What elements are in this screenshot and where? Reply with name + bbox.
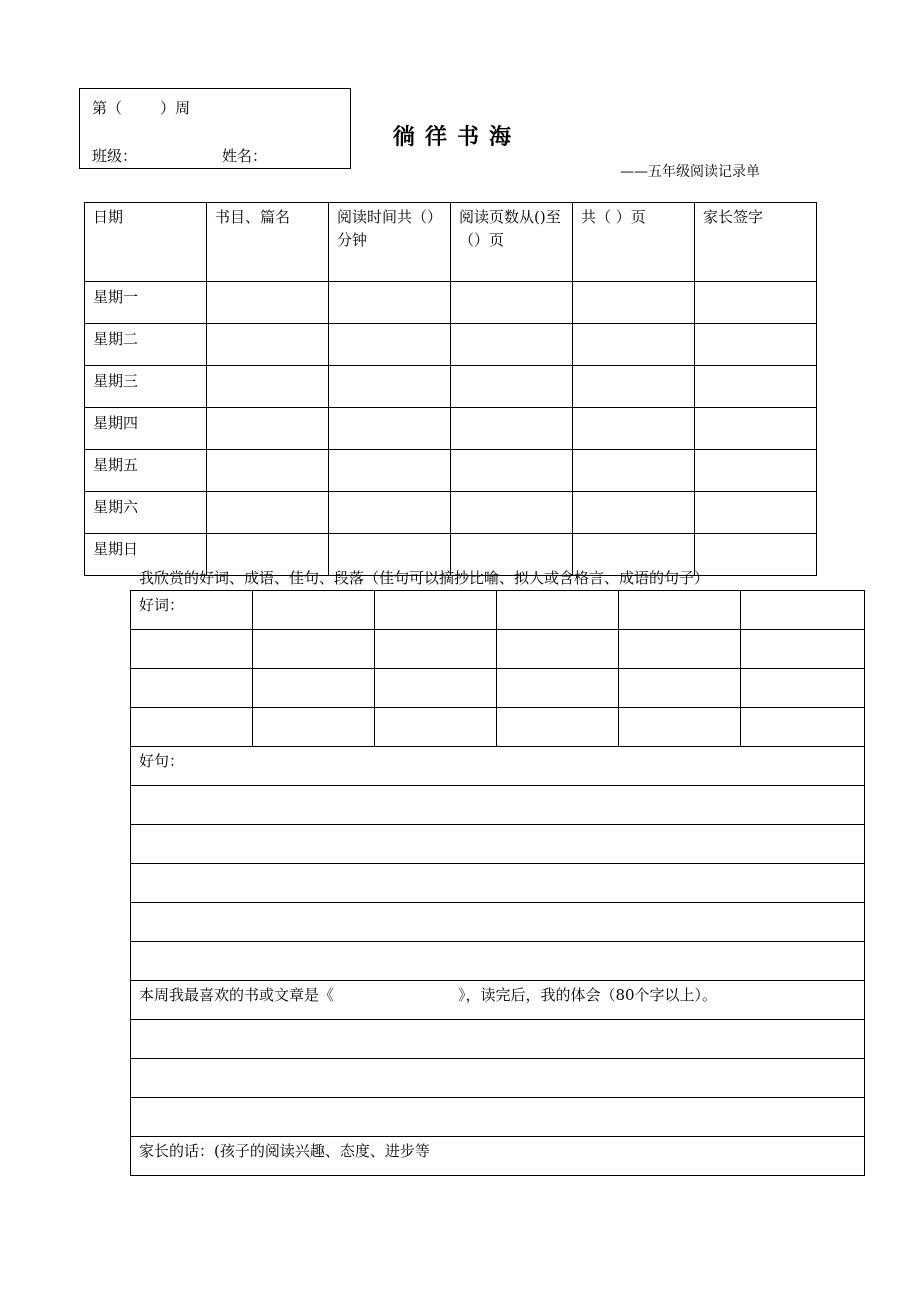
favorite-prompt-row — [131, 981, 865, 1020]
reflection-cell[interactable] — [131, 1098, 865, 1137]
table-row — [85, 282, 817, 324]
class-label: 班级： — [92, 147, 138, 165]
sentence-line — [131, 786, 865, 825]
word-cell[interactable] — [253, 630, 375, 669]
word-cell[interactable] — [497, 708, 619, 747]
time-cell[interactable] — [329, 408, 451, 450]
signature-cell[interactable] — [695, 534, 817, 576]
word-cell[interactable] — [375, 669, 497, 708]
sentence-line — [131, 903, 865, 942]
pages-cell[interactable] — [451, 324, 573, 366]
total-cell[interactable] — [573, 450, 695, 492]
sentence-cell[interactable] — [131, 903, 865, 942]
word-cell[interactable] — [619, 669, 741, 708]
day-label: 星期二 — [85, 324, 207, 366]
total-cell[interactable] — [573, 324, 695, 366]
book-cell[interactable] — [207, 408, 329, 450]
reflection-cell[interactable] — [131, 1020, 865, 1059]
total-cell[interactable] — [573, 492, 695, 534]
table-row — [85, 450, 817, 492]
header-date: 日期 — [85, 203, 207, 282]
book-cell[interactable] — [207, 366, 329, 408]
table-row — [85, 324, 817, 366]
total-cell[interactable] — [573, 282, 695, 324]
table-row — [85, 366, 817, 408]
signature-cell[interactable] — [695, 366, 817, 408]
signature-cell[interactable] — [695, 324, 817, 366]
word-cell[interactable] — [741, 630, 865, 669]
header-page-range: 阅读页数从()至（）页 — [451, 203, 573, 282]
book-cell[interactable] — [207, 450, 329, 492]
header-reading-time: 阅读时间共（）分钟 — [329, 203, 451, 282]
pages-cell[interactable] — [451, 408, 573, 450]
word-cell[interactable] — [497, 630, 619, 669]
parent-comment-label[interactable]: 家长的话：(孩子的阅读兴趣、态度、进步等 — [131, 1137, 865, 1176]
time-cell[interactable] — [329, 324, 451, 366]
word-cell[interactable] — [131, 708, 253, 747]
word-cell[interactable] — [375, 708, 497, 747]
info-box — [79, 88, 351, 169]
pages-cell[interactable] — [451, 282, 573, 324]
time-cell[interactable] — [329, 492, 451, 534]
reflection-line — [131, 1098, 865, 1137]
sentence-cell[interactable] — [131, 825, 865, 864]
sentences-label[interactable]: 好句： — [131, 747, 865, 786]
word-cell[interactable] — [619, 591, 741, 630]
table-header-row — [85, 203, 817, 282]
pages-cell[interactable] — [451, 366, 573, 408]
words-row — [131, 669, 865, 708]
page-title: 徜徉书海 — [393, 124, 522, 150]
word-cell[interactable] — [375, 630, 497, 669]
day-label: 星期日 — [85, 534, 207, 576]
day-label: 星期六 — [85, 492, 207, 534]
sentence-cell[interactable] — [131, 786, 865, 825]
excerpt-table — [130, 590, 865, 1176]
time-cell[interactable] — [329, 366, 451, 408]
word-cell[interactable] — [741, 591, 865, 630]
words-row — [131, 708, 865, 747]
word-cell[interactable] — [375, 591, 497, 630]
week-label: 第（ ）周 — [92, 99, 191, 117]
table-row — [85, 492, 817, 534]
signature-cell[interactable] — [695, 450, 817, 492]
signature-cell[interactable] — [695, 282, 817, 324]
day-label: 星期一 — [85, 282, 207, 324]
header-book-title: 书目、篇名 — [207, 203, 329, 282]
name-label: 姓名： — [222, 147, 268, 165]
sentence-line — [131, 825, 865, 864]
sentence-line — [131, 942, 865, 981]
pages-cell[interactable] — [451, 450, 573, 492]
sentences-label-row — [131, 747, 865, 786]
reflection-line — [131, 1020, 865, 1059]
reflection-line — [131, 1059, 865, 1098]
word-cell[interactable] — [497, 669, 619, 708]
table-row — [85, 408, 817, 450]
word-cell[interactable] — [619, 630, 741, 669]
word-cell[interactable] — [131, 630, 253, 669]
words-label[interactable]: 好词： — [131, 591, 253, 630]
total-cell[interactable] — [573, 366, 695, 408]
time-cell[interactable] — [329, 282, 451, 324]
header-total-pages: 共（ ）页 — [573, 203, 695, 282]
word-cell[interactable] — [741, 708, 865, 747]
sentence-cell[interactable] — [131, 864, 865, 903]
word-cell[interactable] — [131, 669, 253, 708]
book-cell[interactable] — [207, 324, 329, 366]
day-label: 星期四 — [85, 408, 207, 450]
page-subtitle: ——五年级阅读记录单 — [620, 164, 760, 180]
word-cell[interactable] — [253, 591, 375, 630]
day-label: 星期三 — [85, 366, 207, 408]
time-cell[interactable] — [329, 450, 451, 492]
signature-cell[interactable] — [695, 408, 817, 450]
word-cell[interactable] — [253, 708, 375, 747]
appreciation-note: 我欣赏的好词、成语、佳句、段落（佳句可以摘抄比喻、拟人或含格言、成语的句子） — [139, 569, 710, 587]
book-cell[interactable] — [207, 492, 329, 534]
word-cell[interactable] — [619, 708, 741, 747]
words-row — [131, 591, 865, 630]
reflection-cell[interactable] — [131, 1059, 865, 1098]
word-cell[interactable] — [253, 669, 375, 708]
header-parent-signature: 家长签字 — [695, 203, 817, 282]
sentence-line — [131, 864, 865, 903]
book-cell[interactable] — [207, 282, 329, 324]
sentence-cell[interactable] — [131, 942, 865, 981]
words-row — [131, 630, 865, 669]
reading-log-table — [84, 202, 817, 576]
parent-comment-row — [131, 1137, 865, 1176]
word-cell[interactable] — [741, 669, 865, 708]
pages-cell[interactable] — [451, 492, 573, 534]
day-label: 星期五 — [85, 450, 207, 492]
word-cell[interactable] — [497, 591, 619, 630]
signature-cell[interactable] — [695, 492, 817, 534]
total-cell[interactable] — [573, 408, 695, 450]
favorite-prompt[interactable]: 本周我最喜欢的书或文章是《 》，读完后，我的体会（80个字以上）。 — [131, 981, 865, 1020]
